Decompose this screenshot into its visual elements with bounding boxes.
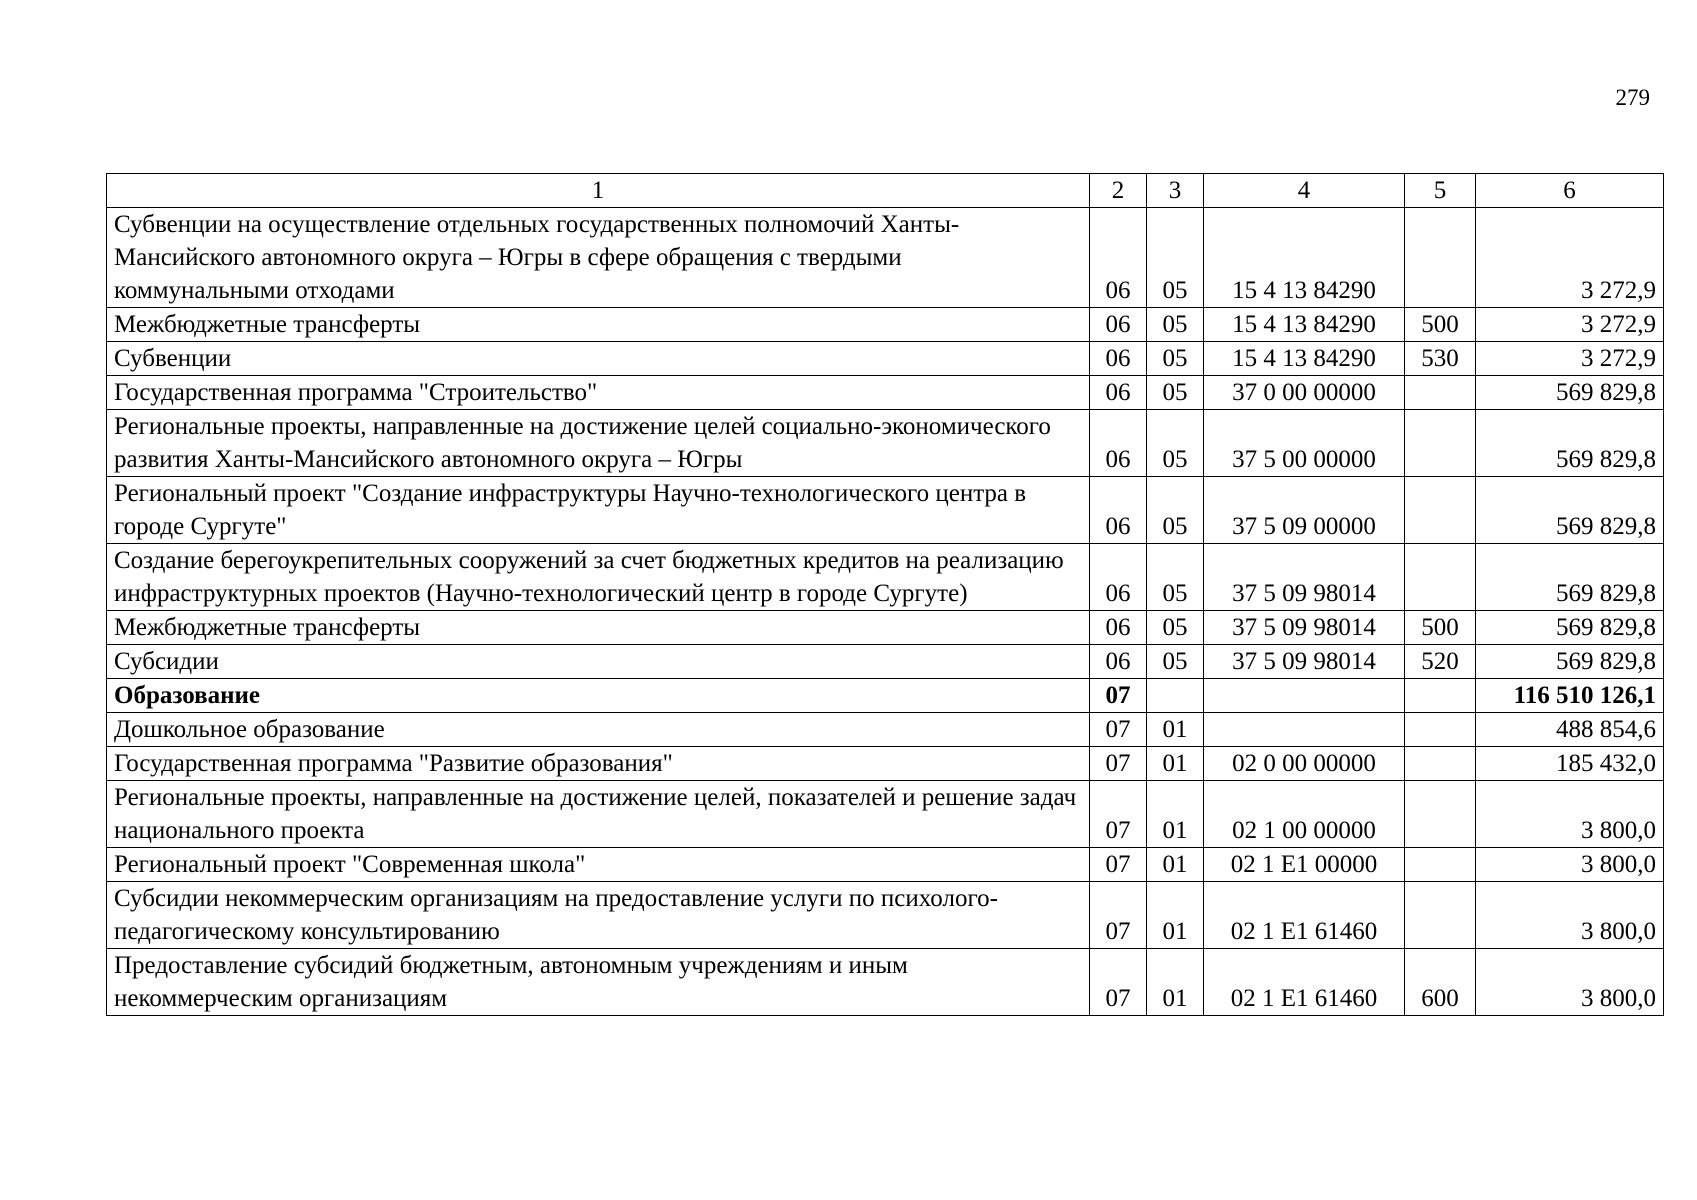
expense-type-code-cell: [1405, 882, 1476, 949]
column-header: 4: [1204, 174, 1405, 208]
page-number: 279: [1615, 85, 1650, 110]
expense-type-code-cell: [1405, 747, 1476, 781]
table-row: [107, 544, 1664, 611]
expense-type-code-cell: 500: [1405, 308, 1476, 342]
section-code-cell: 07: [1090, 882, 1147, 949]
target-article-code-cell: 37 5 09 98014: [1204, 645, 1405, 679]
table-header-row: [107, 174, 1664, 208]
target-article-code-cell: 37 5 09 98014: [1204, 544, 1405, 611]
amount-cell: 569 829,8: [1476, 477, 1664, 544]
subsection-code-cell: 01: [1147, 949, 1204, 1016]
section-code-cell: 07: [1090, 747, 1147, 781]
subsection-code-cell: 01: [1147, 781, 1204, 848]
item-name-cell: Дошкольное образование: [107, 713, 1090, 747]
item-name-cell: Региональные проекты, направленные на достижение целей социально-экономического развития Ханты-Мансийского автономного округа – Югры: [107, 410, 1090, 477]
column-header: 1: [107, 174, 1090, 208]
subsection-code-cell: 01: [1147, 848, 1204, 882]
item-name-cell: Предоставление субсидий бюджетным, автономным учреждениям и иным некоммерческим организациям: [107, 949, 1090, 1016]
amount-cell: 116 510 126,1: [1476, 679, 1664, 713]
target-article-code-cell: 15 4 13 84290: [1204, 308, 1405, 342]
item-name-cell: Межбюджетные трансферты: [107, 611, 1090, 645]
column-header: 2: [1090, 174, 1147, 208]
amount-cell: 569 829,8: [1476, 376, 1664, 410]
item-name-cell: Образование: [107, 679, 1090, 713]
subsection-code-cell: 01: [1147, 713, 1204, 747]
target-article-code-cell: [1204, 713, 1405, 747]
table-row: [107, 308, 1664, 342]
item-name-cell: Субвенции: [107, 342, 1090, 376]
expense-type-code-cell: 500: [1405, 611, 1476, 645]
section-code-cell: 06: [1090, 376, 1147, 410]
subsection-code-cell: 05: [1147, 308, 1204, 342]
section-code-cell: 06: [1090, 342, 1147, 376]
subsection-code-cell: 01: [1147, 747, 1204, 781]
amount-cell: 3 272,9: [1476, 342, 1664, 376]
expense-type-code-cell: 600: [1405, 949, 1476, 1016]
section-code-cell: 06: [1090, 308, 1147, 342]
section-code-cell: 07: [1090, 848, 1147, 882]
subsection-code-cell: 05: [1147, 410, 1204, 477]
item-name-cell: Субсидии: [107, 645, 1090, 679]
section-code-cell: 07: [1090, 713, 1147, 747]
item-name-cell: Межбюджетные трансферты: [107, 308, 1090, 342]
table-row: [107, 645, 1664, 679]
table-row: [107, 342, 1664, 376]
table-row: [107, 679, 1664, 713]
subsection-code-cell: 05: [1147, 342, 1204, 376]
amount-cell: 488 854,6: [1476, 713, 1664, 747]
table-row: [107, 713, 1664, 747]
target-article-code-cell: 02 1 E1 61460: [1204, 949, 1405, 1016]
expense-type-code-cell: [1405, 679, 1476, 713]
subsection-code-cell: 05: [1147, 477, 1204, 544]
section-code-cell: 06: [1090, 208, 1147, 308]
table-row: [107, 848, 1664, 882]
target-article-code-cell: 15 4 13 84290: [1204, 208, 1405, 308]
target-article-code-cell: 15 4 13 84290: [1204, 342, 1405, 376]
amount-cell: 3 800,0: [1476, 781, 1664, 848]
column-header: 5: [1405, 174, 1476, 208]
section-code-cell: 06: [1090, 410, 1147, 477]
expense-type-code-cell: 530: [1405, 342, 1476, 376]
amount-cell: 3 272,9: [1476, 208, 1664, 308]
expense-type-code-cell: 520: [1405, 645, 1476, 679]
amount-cell: 569 829,8: [1476, 544, 1664, 611]
table-row: [107, 747, 1664, 781]
expense-type-code-cell: [1405, 544, 1476, 611]
expense-type-code-cell: [1405, 208, 1476, 308]
table-row: [107, 410, 1664, 477]
target-article-code-cell: 37 5 00 00000: [1204, 410, 1405, 477]
subsection-code-cell: 05: [1147, 645, 1204, 679]
table-row: [107, 882, 1664, 949]
table-row: [107, 376, 1664, 410]
amount-cell: 3 800,0: [1476, 882, 1664, 949]
target-article-code-cell: 37 0 00 00000: [1204, 376, 1405, 410]
item-name-cell: Региональные проекты, направленные на достижение целей, показателей и решение задач национального проекта: [107, 781, 1090, 848]
target-article-code-cell: 37 5 09 98014: [1204, 611, 1405, 645]
item-name-cell: Государственная программа "Развитие образования": [107, 747, 1090, 781]
target-article-code-cell: [1204, 679, 1405, 713]
expense-type-code-cell: [1405, 477, 1476, 544]
amount-cell: 3 800,0: [1476, 848, 1664, 882]
subsection-code-cell: 05: [1147, 611, 1204, 645]
target-article-code-cell: 02 1 E1 00000: [1204, 848, 1405, 882]
column-header: 6: [1476, 174, 1664, 208]
section-code-cell: 06: [1090, 645, 1147, 679]
table-row: [107, 208, 1664, 308]
expense-type-code-cell: [1405, 713, 1476, 747]
table-row: [107, 949, 1664, 1016]
subsection-code-cell: [1147, 679, 1204, 713]
target-article-code-cell: 02 0 00 00000: [1204, 747, 1405, 781]
section-code-cell: 06: [1090, 544, 1147, 611]
expense-type-code-cell: [1405, 781, 1476, 848]
amount-cell: 185 432,0: [1476, 747, 1664, 781]
section-code-cell: 07: [1090, 781, 1147, 848]
column-header: 3: [1147, 174, 1204, 208]
item-name-cell: Региональный проект "Современная школа": [107, 848, 1090, 882]
item-name-cell: Региональный проект "Создание инфраструктуры Научно-технологического центра в городе Сургуте": [107, 477, 1090, 544]
amount-cell: 3 800,0: [1476, 949, 1664, 1016]
table-row: [107, 611, 1664, 645]
subsection-code-cell: 01: [1147, 882, 1204, 949]
amount-cell: 3 272,9: [1476, 308, 1664, 342]
expense-type-code-cell: [1405, 410, 1476, 477]
section-code-cell: 07: [1090, 949, 1147, 1016]
target-article-code-cell: 02 1 E1 61460: [1204, 882, 1405, 949]
section-code-cell: 06: [1090, 611, 1147, 645]
amount-cell: 569 829,8: [1476, 611, 1664, 645]
section-code-cell: 07: [1090, 679, 1147, 713]
item-name-cell: Создание берегоукрепительных сооружений за счет бюджетных кредитов на реализацию инфраструктурных проектов (Научно-технологический центр в городе Сургуте): [107, 544, 1090, 611]
item-name-cell: Субвенции на осуществление отдельных государственных полномочий Ханты-Мансийского автономного округа – Югры в сфере обращения с твердыми коммунальными отходами: [107, 208, 1090, 308]
budget-table: [106, 173, 1664, 1016]
expense-type-code-cell: [1405, 376, 1476, 410]
section-code-cell: 06: [1090, 477, 1147, 544]
table-row: [107, 781, 1664, 848]
table-row: [107, 477, 1664, 544]
target-article-code-cell: 37 5 09 00000: [1204, 477, 1405, 544]
subsection-code-cell: 05: [1147, 544, 1204, 611]
subsection-code-cell: 05: [1147, 208, 1204, 308]
target-article-code-cell: 02 1 00 00000: [1204, 781, 1405, 848]
amount-cell: 569 829,8: [1476, 410, 1664, 477]
subsection-code-cell: 05: [1147, 376, 1204, 410]
amount-cell: 569 829,8: [1476, 645, 1664, 679]
expense-type-code-cell: [1405, 848, 1476, 882]
budget-table-body: [107, 174, 1664, 1016]
item-name-cell: Субсидии некоммерческим организациям на предоставление услуги по психолого-педагогическому консультированию: [107, 882, 1090, 949]
item-name-cell: Государственная программа "Строительство": [107, 376, 1090, 410]
